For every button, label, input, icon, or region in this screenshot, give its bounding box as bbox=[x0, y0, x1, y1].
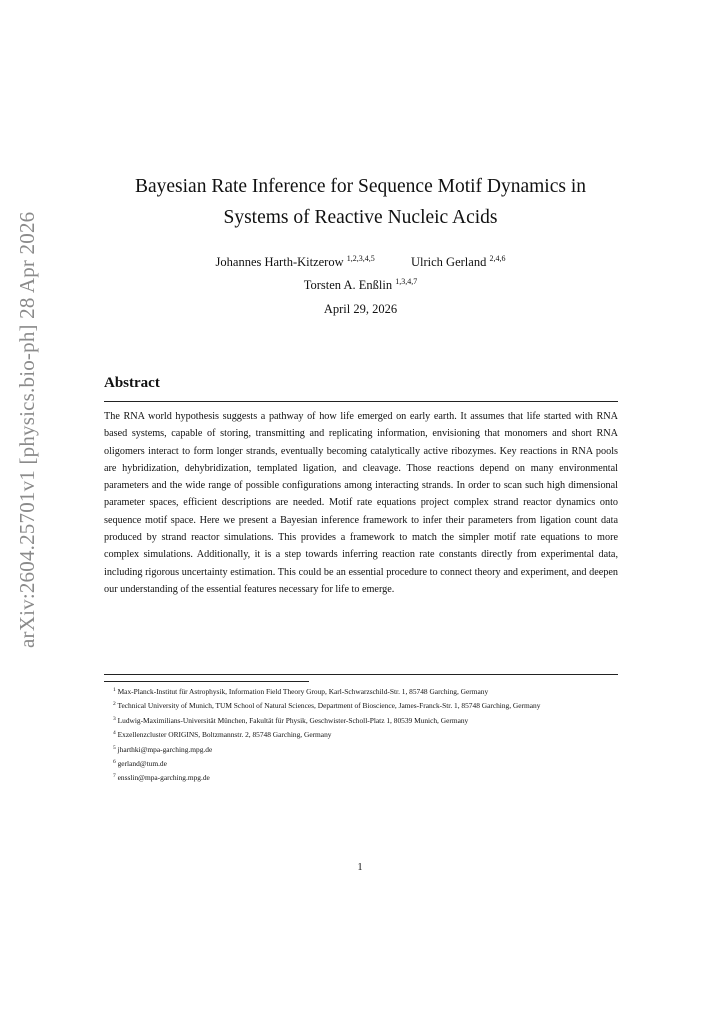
author-name: Torsten A. Enßlin bbox=[303, 278, 393, 292]
footnote bbox=[104, 684, 618, 698]
footnote-email[interactable]: jharthki@mpa-garching.mpg.de bbox=[117, 744, 213, 754]
footnote-mark: 2 bbox=[113, 701, 116, 708]
footnote-email[interactable]: gerland@tum.de bbox=[117, 759, 167, 769]
author-name: Johannes Harth-Kitzerow bbox=[215, 255, 344, 269]
title-line-2: Systems of Reactive Nucleic Acids bbox=[223, 207, 498, 228]
footnote-mark: 1 bbox=[113, 687, 116, 693]
footnote-mark: 6 bbox=[113, 759, 116, 766]
author-row-2 bbox=[100, 272, 621, 295]
title-line-1: Bayesian Rate Inference for Sequence Motif Dynamics in bbox=[134, 176, 587, 197]
page-number: 1 bbox=[357, 862, 363, 873]
abstract-heading: Abstract bbox=[104, 375, 160, 391]
footnote-text: Max-Planck-Institut für Astrophysik, Information Field Theory Group, Karl-Schwarzschild-Str. 1, 85748 Garching, Germany bbox=[117, 687, 489, 696]
publication-date: April 29, 2026 bbox=[323, 302, 398, 316]
paper-title bbox=[100, 171, 621, 233]
author-affiliation-marks: 1,2,3,4,5 bbox=[346, 254, 375, 263]
footnote-text: Exzellenzcluster ORIGINS, Boltzmannstr. 2, 85748 Garching, Germany bbox=[117, 730, 332, 740]
footnote-text: Technical University of Munich, TUM School of Natural Sciences, Department of Bioscience, James-Franck-Str. 1, 85748 Garching, Germany bbox=[117, 701, 541, 711]
author-row-1 bbox=[100, 249, 621, 272]
footnote bbox=[104, 742, 618, 756]
footnote-mark: 3 bbox=[113, 715, 116, 722]
footnote-email[interactable]: ensslin@mpa-garching.mpg.de bbox=[117, 773, 210, 783]
author-affiliation-marks: 1,3,4,7 bbox=[395, 277, 418, 286]
footnotes bbox=[104, 684, 618, 785]
footnote bbox=[104, 770, 618, 784]
author-name: Ulrich Gerland bbox=[411, 255, 487, 269]
footnote-text: Ludwig-Maximilians-Universität München, Fakultät für Physik, Geschwister-Scholl-Platz 1, 80539 Munich, Germany bbox=[117, 715, 469, 725]
footnote-mark: 7 bbox=[113, 773, 116, 780]
footnote-mark: 5 bbox=[113, 744, 116, 751]
footnote bbox=[104, 756, 618, 770]
author-affiliation-marks: 2,4,6 bbox=[489, 254, 506, 263]
author-list bbox=[100, 249, 621, 295]
footnote bbox=[104, 713, 618, 727]
abstract-bottom-rule bbox=[104, 674, 618, 675]
footnote bbox=[104, 698, 618, 712]
footnote bbox=[104, 727, 618, 741]
abstract-top-rule bbox=[104, 401, 618, 402]
arxiv-identifier-stamp: arXiv:2604.25701v1 [physics.bio-ph] 28 Apr 2026 bbox=[15, 211, 39, 648]
footnote-separator bbox=[104, 681, 309, 682]
abstract-text: The RNA world hypothesis suggests a pathway of how life emerged on early earth. It assumes that life started with RNA based systems, capable of storing, transmitting and replicating information, envisioning that monomers and short RNA oligomers interact to form longer strands, eventually becoming catalytically active ribozymes. Key reactions in RNA pools are hybridization, dehybridization, templated ligation, and cleavage. Those reactions depend on many environmental parameters and the wide range of possible configurations among interacting strands. In order to scan such high dimensional parameter spaces, efficient descriptions are needed. Motif rate equations project complex strand reactor dynamics onto sequence motif space. Here we present a Bayesian inference framework to infer their parameters from ligation count data produced by strand reactor simulations. This provides a framework to match the simpler motif rate equations to more complex simulations. Additionally, it is a step towards inferring reaction rate constants directly from experimental data, including rigorous uncertainty estimation. This could be an essential procedure to connect theory and experiment, and deepen our understanding of the essential features necessary for life to emerge. bbox=[104, 411, 618, 595]
footnote-mark: 4 bbox=[113, 730, 116, 737]
